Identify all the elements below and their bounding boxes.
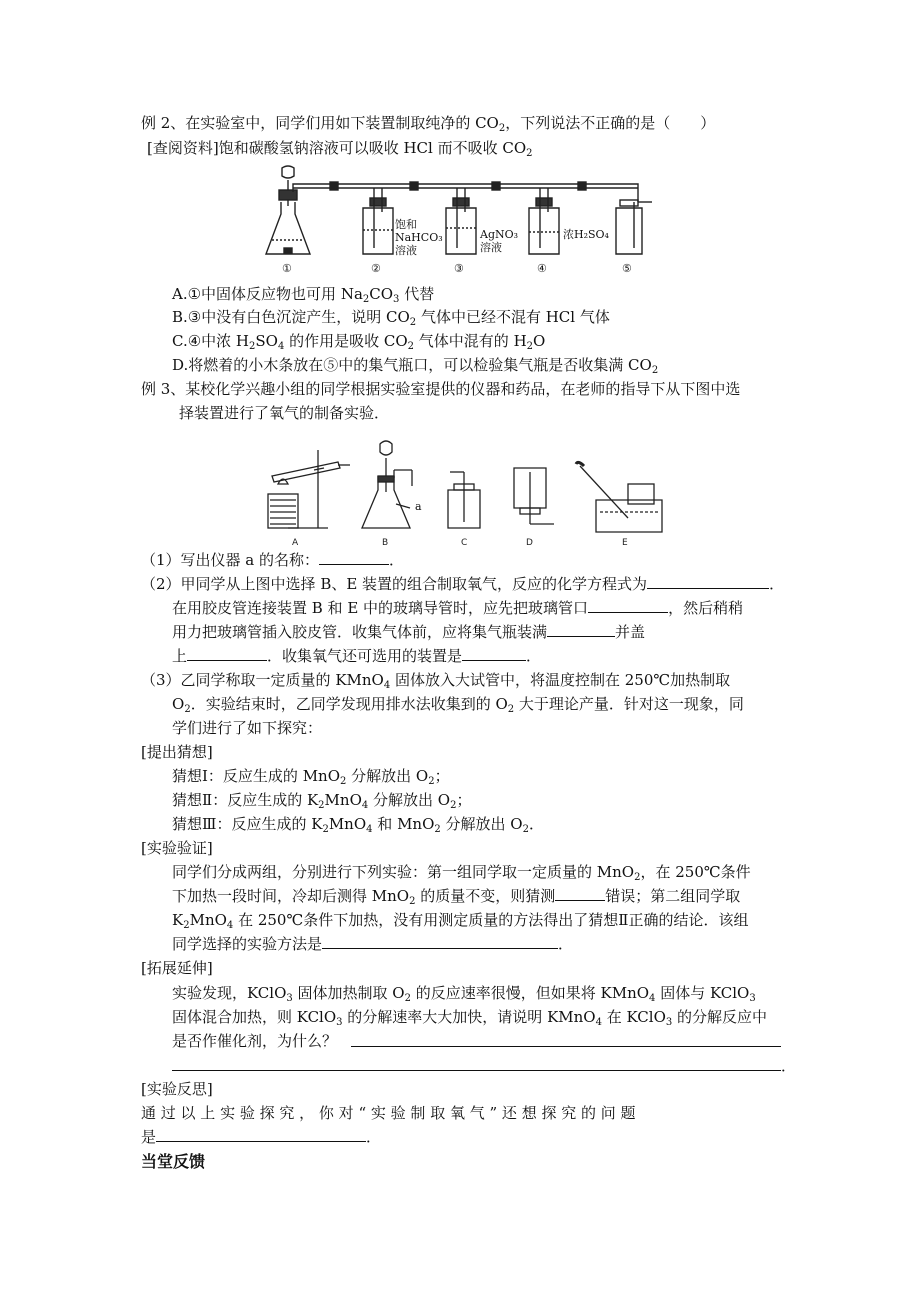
verify-line4: 同学选择的实验方法是 ． — [172, 935, 574, 953]
apparatus-label-E: E — [622, 538, 628, 548]
ex3-q2-line3: 用力把玻璃管插入胶皮管．收集气体前，应将集气瓶装满 并盖 — [172, 623, 646, 641]
extend-line1: 实验发现，KClO$_3$ 固体加热制取 $O_2$ 的反应速率很慢，但如果将 KMnO$_4$ 固体与 KClO$_3$ — [172, 984, 756, 1004]
answer-blank[interactable] — [647, 574, 769, 589]
ex2-reference: [查阅资料]饱和碳酸氢钠溶液可以吸收 HCl 而不吸收 $CO_2$ — [147, 139, 533, 159]
oxygen-apparatus-figure — [258, 432, 668, 550]
answer-blank[interactable] — [462, 646, 526, 661]
verify-line2: 下加热一段时间，冷却后测得 MnO$_2$ 的质量不变，则猜测 错误；第二组同学取 — [172, 887, 741, 907]
apparatus-label-C: C — [461, 538, 468, 548]
co2-apparatus-figure — [260, 162, 670, 280]
answer-line-1[interactable] — [351, 1046, 781, 1047]
nahco3-label-3: 溶液 — [395, 244, 417, 257]
guess-2: 猜想Ⅱ：反应生成的 $K_2MnO_4$ 分解放出 $O_2$； — [172, 791, 472, 811]
verify-line1: 同学们分成两组，分别进行下列实验：第一组同学取一定质量的 MnO$_2$，在 250℃条件 — [172, 863, 751, 883]
answer-blank[interactable] — [187, 646, 267, 661]
reflect-line2: 是 ． — [141, 1128, 382, 1146]
apparatus-label-B: B — [382, 538, 389, 548]
ex3-intro-line2: 择装置进行了氧气的制备实验． — [179, 404, 390, 422]
ex3-q2-line2: 在用胶皮管连接装置 B 和 E 中的玻璃导管时，应先把玻璃管口 ，然后稍稍 — [172, 599, 744, 617]
answer-blank[interactable] — [319, 550, 389, 565]
ex3-q3-line1: （3）乙同学称取一定质量的 KMnO$_4$ 固体放入大试管中，将温度控制在 250℃加热制取 — [141, 671, 731, 691]
extend-line2: 固体混合加热，则 KClO$_3$ 的分解速率大大加快，请说明 KMnO$_4$ 在 KClO$_3$ 的分解反应中 — [172, 1008, 768, 1028]
ex2-option-a: A.①中固体反应物也可用 $Na_2CO_3$ 代替 — [172, 285, 435, 305]
answer-blank[interactable] — [547, 622, 615, 637]
nahco3-label-1: 饱和 — [395, 218, 417, 231]
guess-1: 猜想Ⅰ：反应生成的 MnO$_2$ 分解放出 $O_2$； — [172, 767, 450, 787]
guess-3: 猜想Ⅲ：反应生成的 $K_2MnO_4$ 和 MnO$_2$ 分解放出 $O_2$． — [172, 815, 544, 835]
answer-blank[interactable] — [322, 934, 558, 949]
answer-blank[interactable] — [588, 598, 668, 613]
ex2-option-c: C.④中浓 $H_2SO_4$ 的作用是吸收 $CO_2$ 气体中混有的 $H_2O$ — [172, 332, 546, 352]
agno3-label-1: AgNO₃ — [480, 228, 519, 241]
apparatus-label-5: ⑤ — [622, 262, 632, 275]
verify-line3: $K_2MnO_4$ 在 250℃条件下加热，没有用测定质量的方法得出了猜想Ⅱ正确的结论．该组 — [172, 911, 749, 931]
heading-reflect: [实验反思] — [141, 1080, 213, 1098]
extend-line3: 是否作催化剂，为什么？ — [172, 1032, 338, 1050]
answer-blank[interactable] — [555, 886, 605, 901]
ex3-q3-line3: 学们进行了如下探究： — [172, 719, 323, 737]
heading-verify: [实验验证] — [141, 839, 213, 857]
answer-line-2[interactable] — [172, 1070, 781, 1071]
apparatus-label-D: D — [526, 538, 533, 548]
ex2-question: 例 2、在实验室中，同学们用如下装置制取纯净的 $CO_2$，下列说法不正确的是（ ） — [141, 114, 716, 134]
apparatus-label-4: ④ — [537, 262, 547, 275]
nahco3-label-2: NaHCO₃ — [395, 231, 443, 244]
agno3-label-2: 溶液 — [480, 241, 502, 254]
apparatus-label-A: A — [292, 538, 299, 548]
section-title: 当堂反馈 — [141, 1152, 206, 1171]
ex3-q1: （1）写出仪器 a 的名称： ． — [141, 551, 405, 569]
ex2-option-d: D.将燃着的小木条放在⑤中的集气瓶口，可以检验集气瓶是否收集满 $CO_2$ — [172, 356, 659, 376]
reflect-line1: 通 过 以 上 实 验 探 究 ， 你 对 “ 实 验 制 取 氧 气 ” 还 想 探 究 的 问 题 — [141, 1104, 636, 1122]
heading-guess: [提出猜想] — [141, 743, 213, 761]
heading-extend: [拓展延伸] — [141, 959, 213, 977]
extend-line4-end: ． — [781, 1057, 797, 1075]
h2so4-label: 浓H₂SO₄ — [563, 228, 609, 241]
ex3-intro-line1: 例 3、某校化学兴趣小组的同学根据实验室提供的仪器和药品，在老师的指导下从下图中选 — [141, 380, 741, 398]
apparatus-label-2: ② — [371, 262, 381, 275]
ex3-q2-line1: （2）甲同学从上图中选择 B、E 装置的组合制取氧气，反应的化学方程式为 ． — [141, 575, 785, 593]
instrument-a-label: a — [415, 500, 422, 513]
ex2-option-b: B.③中没有白色沉淀产生，说明 $CO_2$ 气体中已经不混有 HCl 气体 — [172, 308, 610, 328]
ex3-q3-line2: $O_2$．实验结束时，乙同学发现用排水法收集到的 $O_2$ 大于理论产量．针对这一现象，同 — [172, 695, 744, 715]
apparatus-label-1: ① — [282, 262, 292, 275]
apparatus-label-3: ③ — [454, 262, 464, 275]
ex3-q2-line4: 上 ．收集氧气还可选用的装置是 ． — [172, 647, 542, 665]
answer-blank[interactable] — [156, 1127, 366, 1142]
